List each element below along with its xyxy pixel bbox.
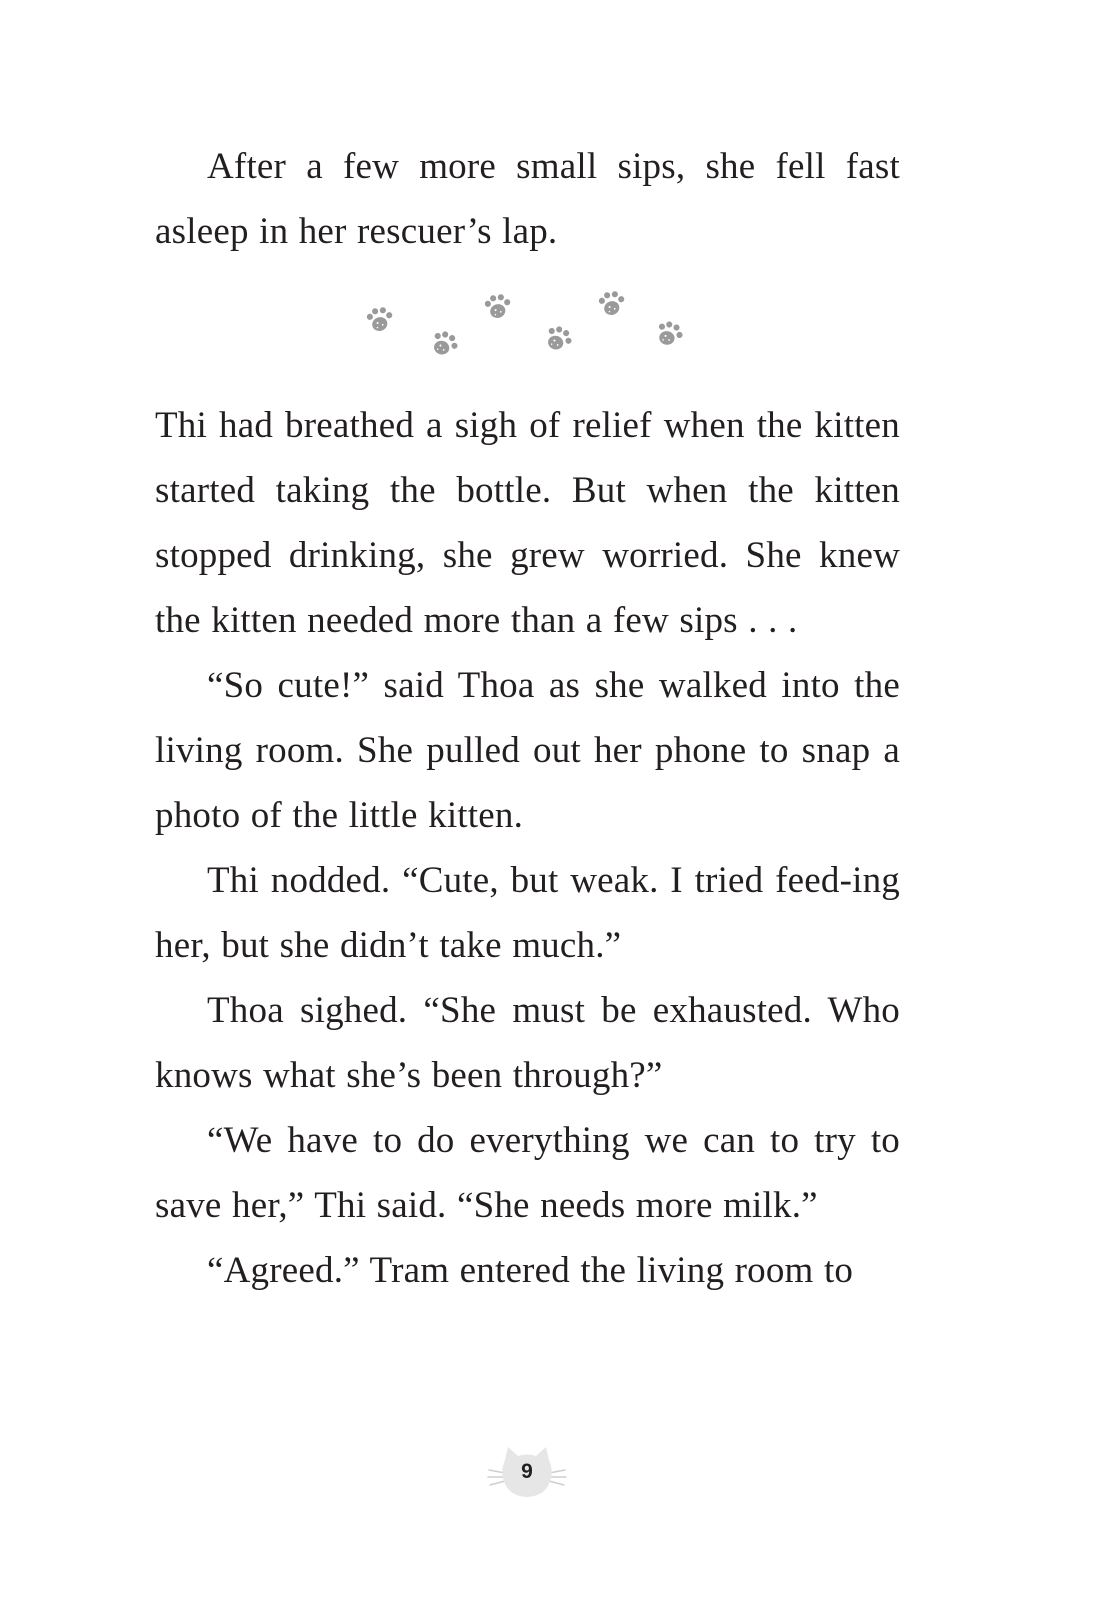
paragraph: “So cute!” said Thoa as she walked into the living room. She pulled out her phone to snap a photo of the little kitten.: [155, 665, 900, 836]
paw-print-icon: [477, 285, 521, 329]
paw-print-icon: [424, 324, 466, 366]
paragraph: “Agreed.” Tram entered the living room to: [207, 1250, 854, 1291]
paragraph: Thi had breathed a sigh of relief when the kitten started taking the bottle. But when the kitten stopped drinking, she grew worried. She knew the kitten needed more than a few sips . . .: [155, 405, 900, 641]
text-block-main: [155, 393, 900, 1303]
paw-print-icon: [591, 282, 635, 326]
page-number-badge: [485, 1444, 569, 1504]
paragraph: Thi nodded. “Cute, but weak. I tried feed-ing her, but she didn’t take much.”: [155, 860, 900, 966]
page-number: 9: [521, 1460, 533, 1483]
paragraph: “We have to do everything we can to try to save her,” Thi said. “She needs more milk.”: [155, 1120, 900, 1226]
paw-print-icon: [538, 319, 580, 361]
paw-print-icon: [359, 298, 403, 342]
paw-print-icon: [650, 315, 689, 354]
paragraph: After a few more small sips, she fell fast asleep in her rescuer’s lap.: [155, 146, 900, 252]
paragraph: Thoa sighed. “She must be exhausted. Who knows what she’s been through?”: [155, 990, 900, 1096]
text-block-top: [155, 134, 900, 264]
